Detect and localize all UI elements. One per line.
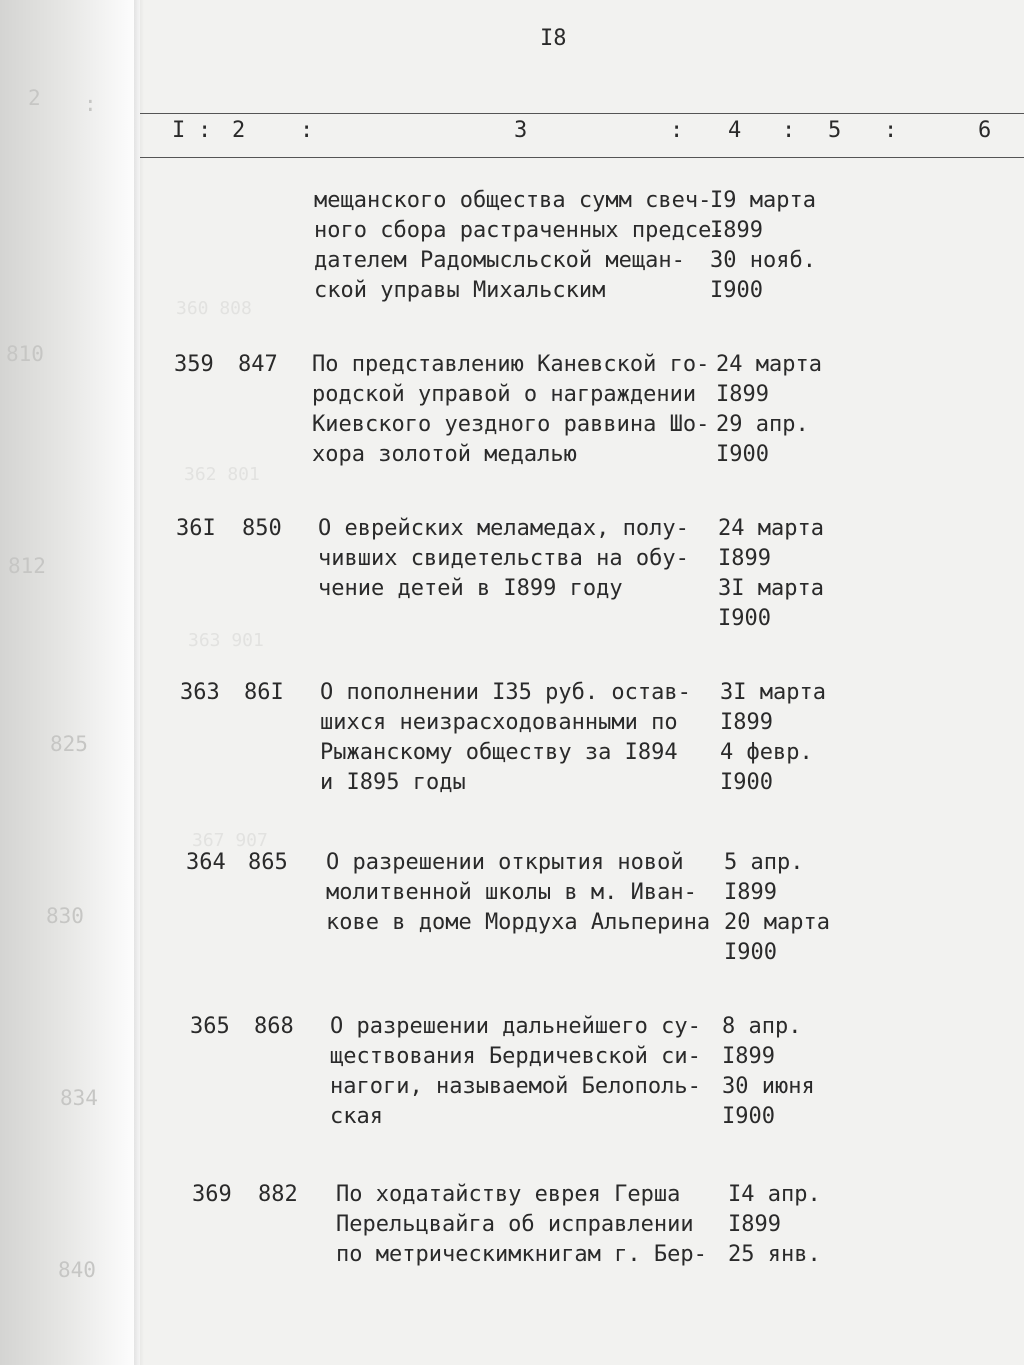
date-line: I899 — [724, 880, 777, 905]
bleed-text: 362 801 — [184, 464, 260, 485]
entry-number: 365 — [190, 1014, 230, 1039]
description-line: по метрическимкнигам г. Бер- — [336, 1242, 707, 1267]
date-line: 8 апр. — [722, 1014, 802, 1039]
entry-description — [330, 1012, 701, 1132]
header-top-rule — [140, 113, 1024, 114]
entry-dates — [720, 678, 826, 798]
date-line: 20 марта — [724, 910, 830, 935]
column-separator: : — [198, 118, 212, 143]
entry-description — [318, 514, 689, 604]
description-line: чивших свидетельства на обу- — [318, 546, 689, 571]
entry-file-number: 86I — [244, 680, 284, 705]
description-line: По ходатайству еврея Герша — [336, 1182, 681, 1207]
date-line: 3I марта — [718, 576, 824, 601]
bleed-text: 363 901 — [188, 630, 264, 651]
bleed-text: 2 — [28, 86, 41, 110]
bleed-text: 367 907 — [192, 830, 268, 851]
column-header-3: 3 — [514, 118, 528, 143]
date-line: I899 — [722, 1044, 775, 1069]
description-line: ного сбора растраченных предсе- — [314, 218, 725, 243]
column-header-6: 6 — [978, 118, 992, 143]
description-line: кове в доме Мордуха Альперина — [326, 910, 711, 935]
date-line: I899 — [720, 710, 773, 735]
bleed-text: 810 — [6, 342, 44, 366]
date-line: 30 июня — [722, 1074, 815, 1099]
column-header-1: I — [172, 118, 186, 143]
date-line: 4 февр. — [720, 740, 813, 765]
bleed-text: 834 — [60, 1086, 98, 1110]
description-line: дателем Радомысльской мещан- — [314, 248, 685, 273]
entry-dates — [710, 186, 816, 306]
column-separator: : — [884, 118, 898, 143]
description-line: и I895 годы — [320, 770, 466, 795]
entry-dates — [722, 1012, 815, 1132]
entry-number: 364 — [186, 850, 226, 875]
description-line: Киевского уездного раввина Шо- — [312, 412, 710, 437]
date-line: I899 — [710, 218, 763, 243]
entry-number: 369 — [192, 1182, 232, 1207]
date-line: I900 — [724, 940, 777, 965]
description-line: чение детей в I899 году — [318, 576, 623, 601]
entry-dates — [716, 350, 822, 470]
date-line: I4 апр. — [728, 1182, 821, 1207]
description-line: мещанского общества сумм свеч- — [314, 188, 712, 213]
header-bottom-rule — [140, 157, 1024, 158]
entry-number: 359 — [174, 352, 214, 377]
description-line: О пополнении I35 руб. остав- — [320, 680, 691, 705]
entry-number: 36I — [176, 516, 216, 541]
description-line: О разрешении открытия новой — [326, 850, 684, 875]
column-separator: : — [670, 118, 684, 143]
bleed-text: 812 — [8, 554, 46, 578]
date-line: I900 — [718, 606, 771, 631]
description-line: хора золотой медалью — [312, 442, 577, 467]
entry-description — [314, 186, 725, 306]
description-line: По представлению Каневской го- — [312, 352, 710, 377]
column-header-5: 5 — [828, 118, 842, 143]
date-line: I900 — [722, 1104, 775, 1129]
date-line: 29 апр. — [716, 412, 809, 437]
date-line: 5 апр. — [724, 850, 804, 875]
entry-file-number: 847 — [238, 352, 278, 377]
description-line: шихся неизрасходованными по — [320, 710, 678, 735]
description-line: молитвенной школы в м. Иван- — [326, 880, 697, 905]
date-line: I9 марта — [710, 188, 816, 213]
date-line: I900 — [710, 278, 763, 303]
description-line: ществования Бердичевской си- — [330, 1044, 701, 1069]
bleed-text: 840 — [58, 1258, 96, 1282]
page-fold-shadow — [134, 0, 144, 1365]
date-line: 3I марта — [720, 680, 826, 705]
description-line: ская — [330, 1104, 383, 1129]
description-line: ской управы Михальским — [314, 278, 606, 303]
entry-dates — [728, 1180, 821, 1270]
column-header-2: 2 — [232, 118, 246, 143]
column-header-4: 4 — [728, 118, 742, 143]
date-line: 24 марта — [718, 516, 824, 541]
entry-dates — [718, 514, 824, 634]
entry-file-number: 850 — [242, 516, 282, 541]
entry-file-number: 882 — [258, 1182, 298, 1207]
date-line: 25 янв. — [728, 1242, 821, 1267]
facing-page-margin — [0, 0, 140, 1365]
date-line: I900 — [720, 770, 773, 795]
description-line: Рыжанскому обществу за I894 — [320, 740, 678, 765]
description-line: О разрешении дальнейшего су- — [330, 1014, 701, 1039]
entry-description — [320, 678, 691, 798]
entry-number: 363 — [180, 680, 220, 705]
bleed-text: 830 — [46, 904, 84, 928]
description-line: О еврейских меламедах, полу- — [318, 516, 689, 541]
description-line: Перельцвайга об исправлении — [336, 1212, 694, 1237]
date-line: I899 — [716, 382, 769, 407]
date-line: I900 — [716, 442, 769, 467]
date-line: 30 нояб. — [710, 248, 816, 273]
entry-description — [326, 848, 710, 938]
column-separator: : — [782, 118, 796, 143]
bleed-text: 825 — [50, 732, 88, 756]
description-line: родской управой о награждении — [312, 382, 697, 407]
bleed-text: : — [84, 92, 97, 116]
date-line: I899 — [728, 1212, 781, 1237]
column-separator: : — [300, 118, 314, 143]
entry-dates — [724, 848, 830, 968]
entry-file-number: 865 — [248, 850, 288, 875]
date-line: I899 — [718, 546, 771, 571]
bleed-text: 360 808 — [176, 298, 252, 319]
date-line: 24 марта — [716, 352, 822, 377]
entry-description — [312, 350, 709, 470]
entry-description — [336, 1180, 707, 1270]
page-number: I8 — [540, 26, 567, 51]
description-line: нагоги, называемой Белополь- — [330, 1074, 701, 1099]
entry-file-number: 868 — [254, 1014, 294, 1039]
